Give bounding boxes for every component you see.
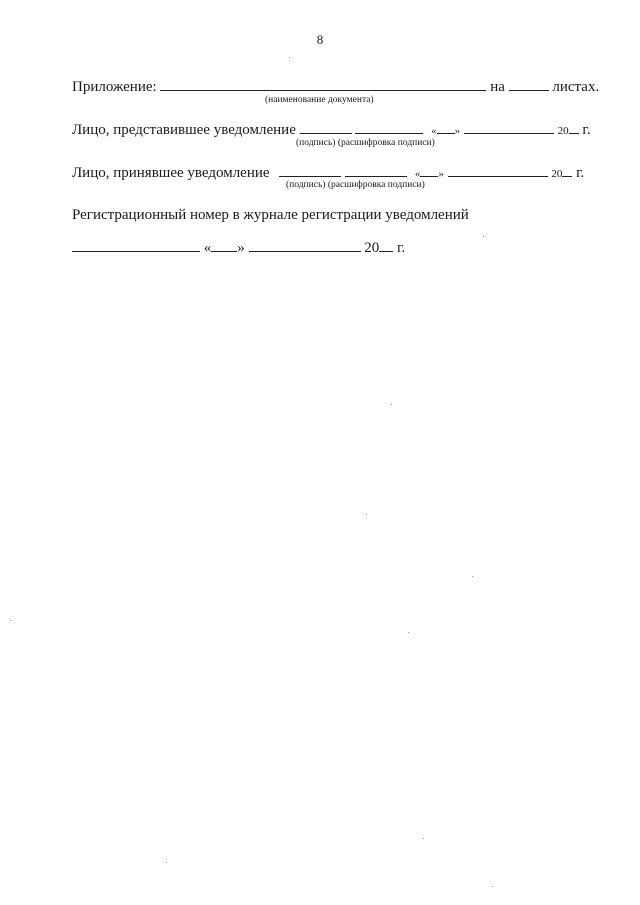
appendix-on-word: на xyxy=(490,79,505,95)
scan-speck xyxy=(166,862,167,863)
registration-label: Регистрационный номер в журнале регистрации уведомлений xyxy=(72,207,469,223)
scan-speck xyxy=(391,404,392,405)
scan-speck xyxy=(423,838,424,839)
submitter-caption: (подпись) (расшифровка подписи) xyxy=(296,138,435,148)
appendix-line xyxy=(72,77,599,96)
registration-quote-close: » xyxy=(237,240,245,256)
scan-speck xyxy=(10,620,11,621)
registration-number-blank xyxy=(72,238,200,252)
registration-day-blank xyxy=(211,238,237,252)
registration-line xyxy=(72,238,405,257)
receiver-label: Лицо, принявшее уведомление xyxy=(72,165,270,181)
receiver-quote-open: « xyxy=(414,168,421,180)
scan-speck xyxy=(408,632,409,633)
scan-speck xyxy=(483,236,484,237)
appendix-sheets-word: листах. xyxy=(552,79,600,95)
registration-month-blank xyxy=(249,238,361,252)
appendix-caption: (наименование документа) xyxy=(265,95,374,105)
submitter-quote-close: » xyxy=(454,125,461,137)
submitter-line xyxy=(72,120,591,140)
submitter-year-suffix: г. xyxy=(582,122,591,138)
submitter-day-blank xyxy=(437,120,455,134)
registration-quote-open: « xyxy=(203,240,212,256)
receiver-caption: (подпись) (расшифровка подписи) xyxy=(286,180,425,190)
submitter-name-blank xyxy=(355,120,423,134)
appendix-label: Приложение: xyxy=(72,79,157,95)
receiver-year-prefix: 20 xyxy=(551,168,563,180)
scan-speck xyxy=(366,514,367,515)
appendix-sheet-count-blank xyxy=(509,77,549,91)
scan-speck xyxy=(472,576,473,577)
page-number: 8 xyxy=(316,32,324,47)
receiver-name-blank xyxy=(345,163,407,177)
submitter-year-prefix: 20 xyxy=(557,125,569,137)
receiver-year-suffix: г. xyxy=(576,165,585,181)
registration-year-blank xyxy=(379,238,393,252)
submitter-signature-blank xyxy=(300,120,352,134)
submitter-label: Лицо, представившее уведомление xyxy=(72,122,296,138)
registration-year-suffix: г. xyxy=(397,240,406,256)
appendix-document-name-blank xyxy=(160,77,486,91)
receiver-month-blank xyxy=(448,163,548,177)
submitter-year-blank xyxy=(569,120,579,134)
submitter-month-blank xyxy=(464,120,554,134)
receiver-quote-close: » xyxy=(438,168,444,180)
receiver-day-blank xyxy=(420,163,438,177)
scan-speck xyxy=(289,57,290,58)
receiver-year-blank xyxy=(562,163,572,177)
receiver-signature-blank xyxy=(279,163,341,177)
registration-year-prefix: 20 xyxy=(364,240,380,256)
submitter-quote-open: « xyxy=(431,125,437,137)
scan-speck xyxy=(492,886,493,887)
